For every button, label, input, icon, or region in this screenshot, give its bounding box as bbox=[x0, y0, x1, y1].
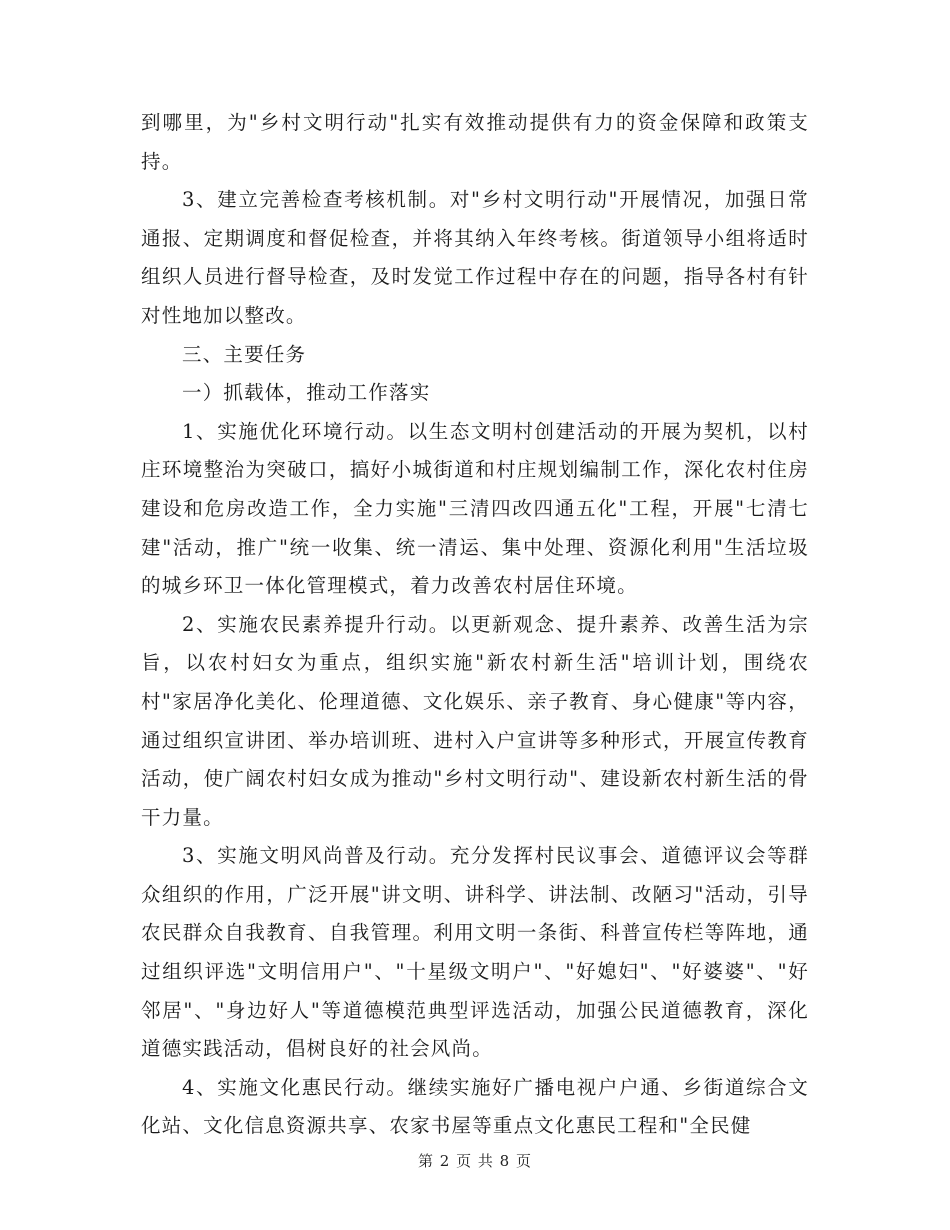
paragraph-civility-action: 3、实施文明风尚普及行动。充分发挥村民议事会、道德评议会等群众组织的作用，广泛开展"讲文明、讲科学、讲法制、改陋习"活动，引导农民群众自我教育、自我管理。利用文明一条街、科普宣传栏等阵地，通过组织评选"文明信用户"、"十星级文明户"、"好媳妇"、"好婆婆"、"好邻居"、"身边好人"等道德模范典型评选活动，加强公民道德教育，深化道德实践活动，倡树良好的社会风尚。 bbox=[141, 844, 809, 1061]
paragraph-culture-action: 4、实施文化惠民行动。继续实施好广播电视户户通、乡街道综合文化站、文化信息资源共享、农家书屋等重点文化惠民工程和"全民健 bbox=[141, 1075, 809, 1138]
page-number: 第 2 页 共 8 页 bbox=[418, 1152, 532, 1170]
paragraph-continuation: 到哪里，为"乡村文明行动"扎实有效推动提供有力的资金保障和政策支持。 bbox=[141, 111, 809, 173]
subsection-heading-carriers: 一）抓载体，推动工作落实 bbox=[182, 381, 431, 405]
section-heading-main-tasks: 三、主要任务 bbox=[182, 342, 307, 366]
page-footer bbox=[0, 1150, 950, 1171]
paragraph-literacy-action: 2、实施农民素养提升行动。以更新观念、提升素养、改善生活为宗旨，以农村妇女为重点，组织实施"新农村新生活"培训计划，围绕农村"家居净化美化、伦理道德、文化娱乐、亲子教育、身心健康"等内容，通过组织宣讲团、举办培训班、进村入户宣讲等多种形式，开展宣传教育活动，使广阔农村妇女成为推动"乡村文明行动"、建设新农村新生活的骨干力量。 bbox=[141, 612, 809, 829]
paragraph-environment-action: 1、实施优化环境行动。以生态文明村创建活动的开展为契机，以村庄环境整治为突破口，搞好小城街道和村庄规划编制工作，深化农村住房建设和危房改造工作，全力实施"三清四改四通五化"工程，开展"七清七建"活动，推广"统一收集、统一清运、集中处理、资源化利用"生活垃圾的城乡环卫一体化管理模式，着力改善农村居住环境。 bbox=[141, 419, 809, 598]
document-body bbox=[141, 104, 809, 1146]
paragraph-inspection-mechanism: 3、建立完善检查考核机制。对"乡村文明行动"开展情况，加强日常通报、定期调度和督促检查，并将其纳入年终考核。街道领导小组将适时组织人员进行督导检查，及时发觉工作过程中存在的问题，指导各村有针对性地加以整改。 bbox=[141, 188, 809, 327]
